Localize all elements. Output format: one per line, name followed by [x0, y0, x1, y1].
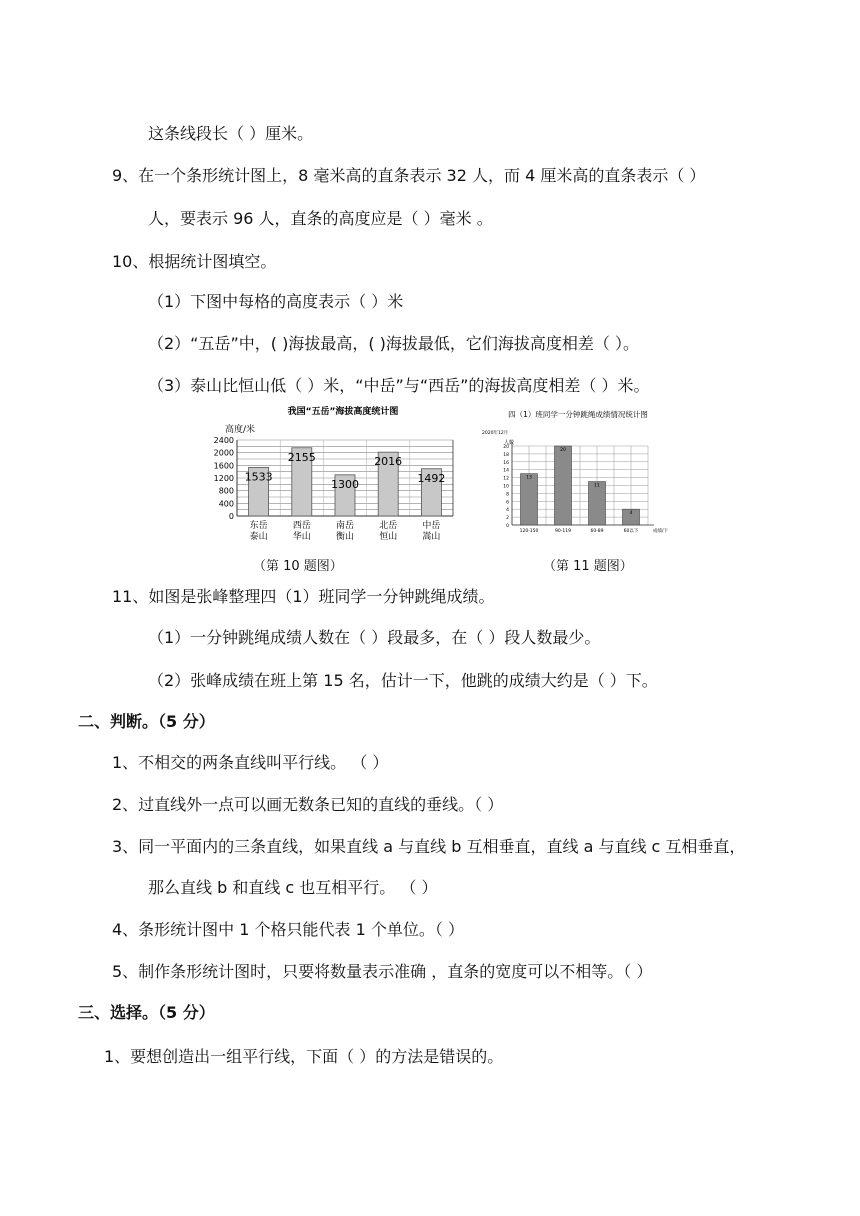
chart-10-y-tick-label: 400 — [218, 499, 234, 509]
judge-item-5: 5、制作条形统计图时，只要将数量表示准确 ，直条的宽度可以不相等。（ ） — [112, 962, 653, 981]
question-10-title: 10、根据统计图填空。 — [112, 252, 277, 271]
chart-11-y-tick-label: 0 — [506, 524, 509, 529]
judge-item-4: 4、条形统计图中 1 个格只能代表 1 个单位。（ ） — [112, 920, 464, 939]
chart-10-data-label: 1300 — [331, 477, 359, 491]
chart-10-data-label: 2155 — [287, 450, 316, 464]
question-11-part-1: （1）一分钟跳绳成绩人数在（ ）段最多，在（ ）段人数最少。 — [148, 628, 601, 647]
chart-10-y-tick-label: 2000 — [213, 448, 234, 458]
chart-11-title: 四（1）班同学一分钟跳绳成绩情况统计图 — [508, 410, 648, 419]
chart-11-y-tick-label: 20 — [503, 445, 509, 450]
chart-10-x-tick-label: 北岳 — [379, 521, 398, 531]
chart-10-x-tick-label: 恒山 — [379, 532, 398, 542]
question-11-title: 11、如图是张峰整理四（1）班同学一分钟跳绳成绩。 — [112, 587, 495, 606]
judge-item-3-line-1: 3、同一平面内的三条直线，如果直线 a 与直线 b 互相垂直，直线 a 与直线 c 互相垂直， — [112, 837, 746, 856]
chart-11-y-tick-label: 14 — [503, 468, 509, 474]
chart-11-y-tick-label: 16 — [503, 460, 509, 466]
question-11-part-2: （2）张峰成绩在班上第 15 名，估计一下，他跳的成绩大约是（ ）下。 — [148, 671, 658, 690]
chart-10-data-label: 1492 — [417, 471, 446, 485]
jump-rope-bar-chart — [478, 404, 678, 544]
chart-11-x-tick-label: 120-150 — [519, 529, 539, 534]
chart-11-y-axis-label: 人数 — [504, 440, 515, 446]
chart-10-x-tick-label: 衡山 — [335, 532, 355, 542]
chart-10-x-tick-label: 南岳 — [335, 521, 355, 531]
section-3-heading: 三、选择。（5 分） — [78, 1003, 215, 1022]
chart-11-y-tick-label: 2 — [506, 516, 509, 522]
chart-11-data-label: 4 — [629, 511, 633, 517]
question-10-part-2: （2）“五岳”中，( )海拔最高，( )海拔最低，它们海拔高度相差（ ）。 — [148, 334, 639, 353]
chart-11-x-tick-label: 60以下 — [623, 529, 639, 534]
five-mountains-bar-chart — [205, 403, 460, 543]
chart-10-y-tick-label: 800 — [218, 486, 234, 496]
chart-10-x-tick-label: 泰山 — [249, 532, 268, 542]
chart-10-x-tick-label: 东岳 — [249, 521, 268, 531]
chart-10-y-tick-label: 1600 — [213, 461, 234, 471]
chart-11-bar — [521, 474, 538, 525]
chart-10-y-tick-label: 2400 — [213, 436, 234, 445]
question-10-part-3: （3）泰山比恒山低（ ）米，“中岳”与“西岳”的海拔高度相差（ ）米。 — [148, 376, 650, 395]
choice-item-1: 1、要想创造出一组平行线，下面（ ）的方法是错误的。 — [104, 1047, 504, 1066]
chart-10-data-label: 2016 — [374, 455, 403, 469]
chart-11-bar — [555, 446, 572, 525]
chart-10-y-tick-label: 1200 — [213, 474, 234, 483]
chart-11-x-tick-label: 60-89 — [590, 529, 604, 534]
chart-11-y-tick-label: 12 — [503, 476, 509, 482]
chart-11-y-tick-label: 8 — [506, 492, 509, 498]
chart-10-y-tick-label: 0 — [228, 512, 234, 521]
chart-10-x-tick-label: 嵩山 — [422, 532, 441, 542]
chart-10-x-tick-label: 华山 — [292, 532, 311, 542]
question-9-line-2: 人，要表示 96 人，直条的高度应是（ ）毫米 。 — [148, 209, 493, 228]
chart-10-x-tick-label: 中岳 — [422, 521, 441, 531]
chart-11-data-label: 20 — [560, 448, 566, 453]
chart-11-x-tick-label: 90-119 — [555, 529, 571, 534]
judge-item-1: 1、不相交的两条直线叫平行线。 （ ） — [112, 753, 389, 772]
judge-item-2: 2、过直线外一点可以画无数条已知的直线的垂线。（ ） — [112, 795, 504, 814]
chart-11-y-tick-label: 6 — [506, 500, 509, 506]
question-10-part-1: （1）下图中每格的高度表示（ ）米 — [148, 292, 404, 311]
section-2-heading: 二、判断。（5 分） — [78, 712, 215, 731]
chart-10-title: 我国“五岳”海拔高度统计图 — [287, 407, 399, 417]
chart-10-data-label: 1533 — [244, 470, 273, 484]
chart-11-y-tick-label: 4 — [506, 508, 509, 514]
chart-11-x-axis-label: 成绩/下 — [653, 529, 669, 534]
chart-10-x-tick-label: 西岳 — [292, 521, 311, 531]
chart-11-data-label: 11 — [594, 483, 600, 489]
line-segment-length: 这条线段长（ ）厘米。 — [148, 124, 314, 143]
chart-11-caption: （第 11 题图） — [543, 559, 633, 574]
chart-11-y-tick-label: 10 — [503, 484, 509, 490]
chart-10-y-axis-label: 高度/米 — [225, 425, 256, 435]
chart-11-date: 2020年12月 — [482, 431, 509, 436]
chart-11-data-label: 13 — [526, 475, 532, 481]
judge-item-3-line-2: 那么直线 b 和直线 c 也互相平行。 （ ） — [148, 878, 438, 897]
chart-11-y-tick-label: 18 — [503, 452, 509, 458]
question-9-line-1: 9、在一个条形统计图上，8 毫米高的直条表示 32 人，而 4 厘米高的直条表示（ ） — [112, 166, 706, 185]
chart-10-caption: （第 10 题图） — [253, 559, 343, 574]
